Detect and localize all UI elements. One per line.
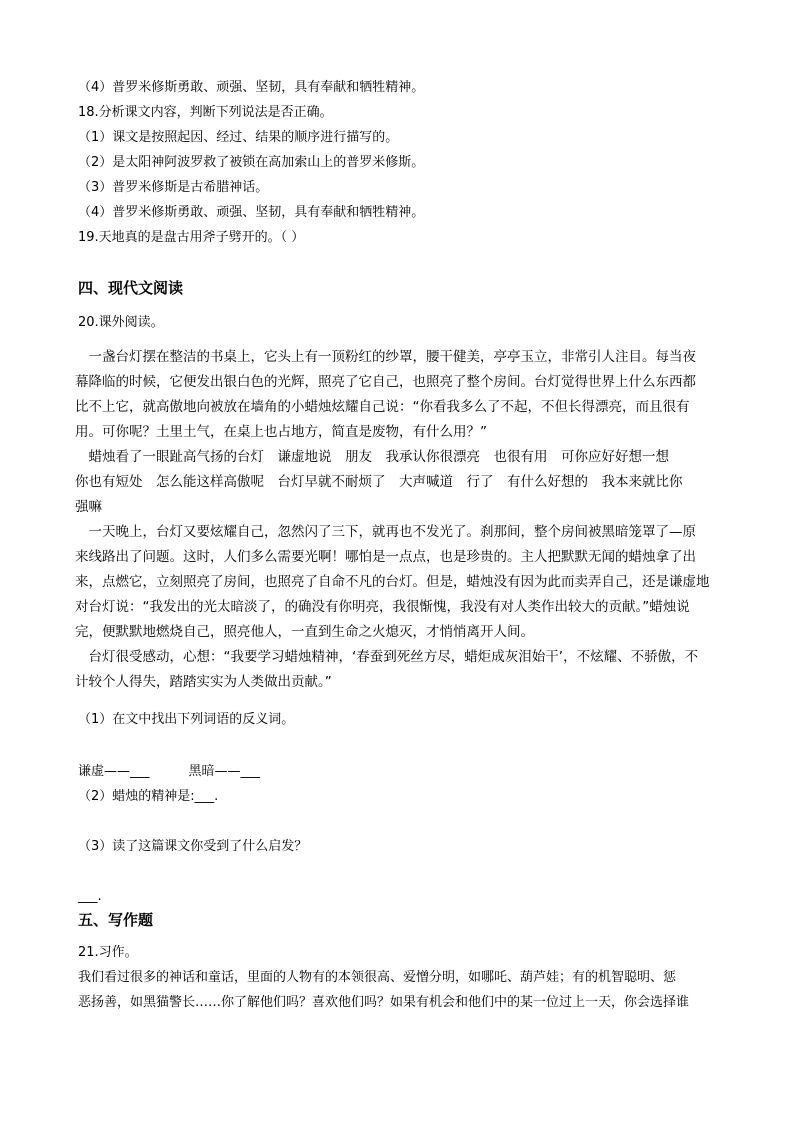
answer-blank: ___. (78, 889, 102, 904)
question-line: （4）普罗米修斯勇敢、顽强、坚韧，具有奉献和牺牲精神。 (78, 80, 425, 95)
reading-passage (75, 345, 725, 695)
passage-line: 强嘛 (75, 499, 102, 515)
sub-question-1: （1）在文中找出下列词语的反义词。 (78, 712, 295, 727)
section-heading-reading: 四、现代文阅读 (78, 279, 184, 297)
passage-line: 你也有短处 怎么能这样高傲呢 台灯早就不耐烦了 大声喊道 行了 有什么好想的 我本来就比你 (75, 474, 683, 490)
passage-line: 比不上它，就高傲地向被放在墙角的小蜡烛炫耀自己说：“你看我多么了不起，不但长得漂亮，而且很有 (75, 399, 690, 415)
passage-line: 用。可你呢？土里土气，在桌上也占地方，简直是废物，有什么用？” (75, 424, 487, 440)
writing-prompt-line: 恶扬善，如黑猫警长……你了解他们吗？喜欢他们吗？如果有机会和他们中的某一位过上一天，你会选择谁 (78, 995, 690, 1010)
question-18: 18.分析课文内容，判断下列说法是否正确。 (78, 105, 333, 120)
question-19: 19.天地真的是盘古用斧子劈开的。（ ） (78, 230, 305, 245)
antonym-answers: 谦虚——___ 黑暗——___ (78, 764, 261, 779)
section-heading-writing: 五、写作题 (78, 911, 154, 929)
question-line: （2）是太阳神阿波罗救了被锁在高加索山上的普罗米修斯。 (78, 155, 425, 170)
sub-question-2: （2）蜡烛的精神是:___. (78, 789, 219, 804)
passage-line: 幕降临的时候，它便发出银白色的光辉，照亮了它自己，也照亮了整个房间。台灯觉得世界上什么东西都 (75, 374, 696, 390)
passage-line: 对台灯说：“我发出的光太暗淡了，的确没有你明亮，我很惭愧，我没有对人类作出较大的贡献。”蜡烛说 (75, 599, 690, 615)
passage-line: 计较个人得失，踏踏实实为人类做出贡献。” (75, 674, 332, 690)
question-21: 21.习作。 (78, 945, 138, 960)
question-20: 20.课外阅读。 (78, 315, 164, 330)
question-line: （4）普罗米修斯勇敢、顽强、坚韧，具有奉献和牺牲精神。 (78, 205, 425, 220)
passage-line: 蜡烛看了一眼趾高气扬的台灯 谦虚地说 朋友 我承认你很漂亮 也很有用 可你应好好想一想 (75, 449, 669, 465)
passage-line: 一盏台灯摆在整洁的书桌上，它头上有一顶粉红的纱罩，腰干健美，亭亭玉立，非常引人注目。每当夜 (75, 349, 696, 365)
passage-line: 台灯很受感动，心想：“我要学习蜡烛精神，‘春蚕到死丝方尽，蜡炬成灰泪始干’，不炫耀、不骄傲，不 (75, 649, 699, 665)
passage-line: 来线路出了问题。这时，人们多么需要光啊！哪怕是一点点，也是珍贵的。主人把默默无闻的蜡烛拿了出 (75, 549, 696, 565)
question-line: （1）课文是按照起因、经过、结果的顺序进行描写的。 (78, 130, 399, 145)
passage-line: 来，点燃它，立刻照亮了房间，也照亮了自命不凡的台灯。但是，蜡烛没有因为此而卖弄自己，还是谦虚地 (75, 574, 710, 590)
writing-prompt-line: 我们看过很多的神话和童话，里面的人物有的本领很高、爱憎分明，如哪吒、葫芦娃；有的机智聪明、惩 (78, 970, 677, 985)
question-line: （3）普罗米修斯是古希腊神话。 (78, 180, 269, 195)
passage-line: 完，便默默地燃烧自己，照亮他人，一直到生命之火熄灭，才悄悄离开人间。 (75, 624, 534, 640)
sub-question-3: （3）读了这篇课文你受到了什么启发？ (78, 839, 308, 854)
passage-line: 一天晚上，台灯又要炫耀自己，忽然闪了三下，就再也不发光了。刹那间，整个房间被黑暗笼罩了—原 (75, 524, 696, 540)
